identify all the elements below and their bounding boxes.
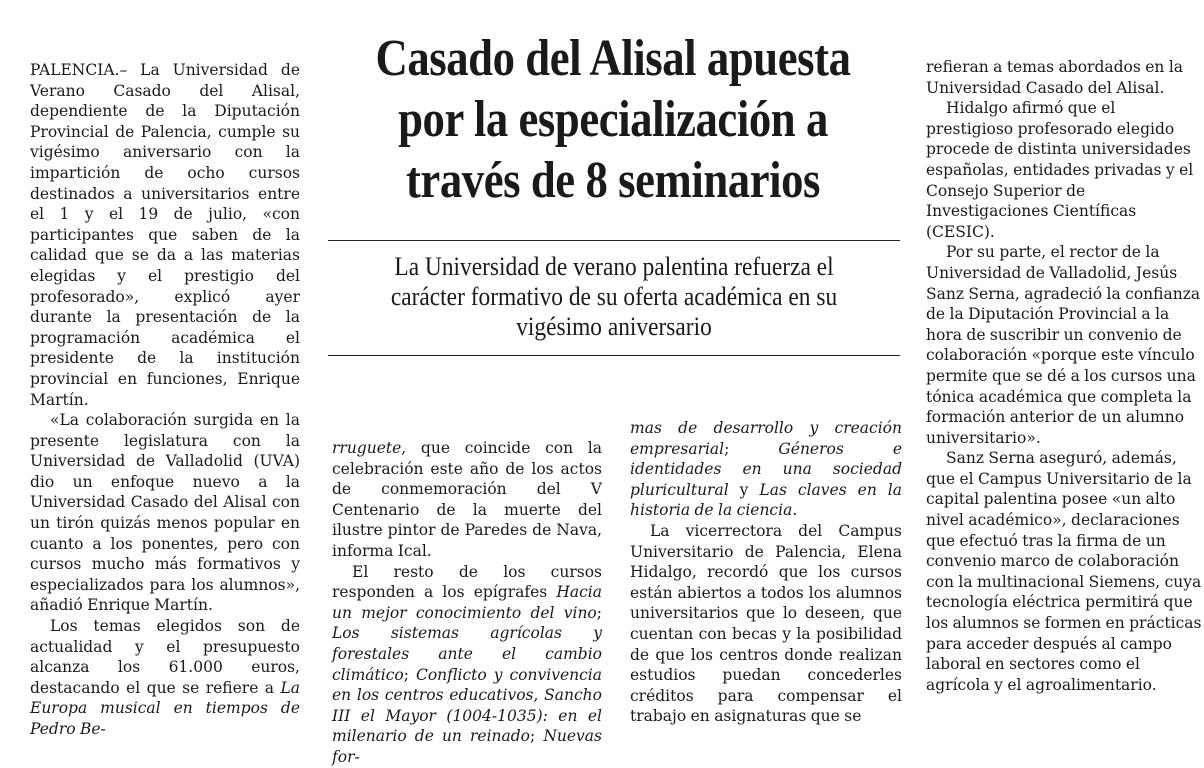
col2-italic-2c: Conflicto y convivencia en los centros educativos: [332, 665, 602, 705]
col3-paragraph-1: [630, 418, 902, 521]
col2-italic-1: rruguete: [332, 439, 402, 457]
article-column-1: [30, 60, 300, 740]
col1-paragraph-2: «La colaboración surgida en la presente legislatura con la Universidad de Valladolid (UVA) dio un enfoque nuevo a la Universidad Casado del Alisal con un tirón quizás menos popular en cuanto a los ponentes, pero con cursos mucho más formativos y especializados para los alumnos», añadió Enrique Martín.: [30, 411, 300, 615]
headline: Casado del Alisal apuesta por la especialización a través de 8 seminarios: [375, 30, 851, 209]
subhead-top-rule: [328, 240, 900, 241]
col4-paragraph-2: Hidalgo afirmó que el prestigioso profesorado elegido procede de distinta universidades españolas, entidades privadas y el Consejo Superior de Investigaciones Científicas (CESIC).: [926, 99, 1194, 241]
col3-italic-1b: Géneros e identidades en una sociedad pluricultural: [630, 439, 902, 499]
col2-italic-2d: Sancho III el Mayor (1004-1035): en el milenario de un reinado: [332, 686, 602, 746]
col3-italic-1a: mas de desarrollo y creación empresarial: [630, 419, 902, 458]
col3-paragraph-2: La vicerrectora del Campus Universitario de Palencia, Elena Hidalgo, recordó que los cursos están abiertos a todos los alumnos universitarios que lo deseen, que cuentan con becas y la posibilidad de que los centros donde realizan estudios puedan concederles créditos para compensar el trabajo en asignaturas que se: [630, 521, 902, 726]
col2-paragraph-2: [332, 562, 602, 768]
col1-paragraph-1: [30, 60, 300, 410]
col4-paragraph-4: Sanz Serna aseguró, además, que el Campus Universitario de la capital palentina posee «un alto nivel académico», declaraciones que efectuó tras la firma de un convenio marco de colaboración con la multinacional Siemens, cuya tecnología eléctrica permitirá que los alumnos se formen en prácticas para acceder después al campo laboral en sectores como el agrícola y el agroalimentario.: [926, 449, 1202, 694]
article-column-3: [630, 418, 902, 727]
col1-paragraph-3-italic: La Europa musical en tiempos de Pedro Be-: [30, 678, 300, 738]
col2-text-2b: ;: [596, 603, 602, 622]
col4-paragraph-1: refieran a temas abordados en la Universidad Casado del Alisal.: [926, 58, 1184, 97]
col1-paragraph-3: [30, 616, 300, 740]
article-column-4: [926, 57, 1204, 695]
col3-text-1c: .: [792, 501, 798, 520]
col2-italic-2e: Nuevas for-: [332, 727, 602, 766]
col4-paragraph-3: Por su parte, el rector de la Universidad de Valladolid, Jesús Sanz Serna, agradeció la confianza de la Diputación Provincial a la hora de suscribir un convenio de colaboración «porque este vínculo permite que se dé a los cursos una tónica académica que completa la formación anterior de un alumno universitario».: [926, 243, 1201, 447]
col2-text-2c: ;: [403, 665, 416, 684]
dateline: PALENCIA.–: [30, 61, 128, 79]
col2-text-2e: ;: [530, 727, 544, 746]
col1-paragraph-3-text: Los temas elegidos son de actualidad y el presupuesto alcanza los 61.000 euros, destacando el que se refiere a: [30, 617, 300, 697]
subhead-bottom-rule: [328, 355, 900, 356]
col2-text-2d: ,: [533, 686, 545, 705]
article-column-2: [332, 438, 602, 768]
col2-text-1: , que coincide con la celebración este año de los actos de conmemoración del V Centenario de la muerte del ilustre pintor de Paredes de Nava, informa Ical.: [332, 439, 602, 560]
col3-italic-1c: Las claves en la historia de la ciencia: [630, 480, 902, 520]
col2-italic-2a: Hacia un mejor conocimiento del vino: [332, 583, 602, 622]
col2-italic-2b: Los sistemas agrícolas y forestales ante el cambio climático: [332, 624, 602, 684]
col3-text-1a: ;: [724, 439, 779, 458]
subheadline: La Universidad de verano palentina refuerza el carácter formativo de su oferta académica en su vigésimo aniversario: [390, 252, 838, 341]
col2-paragraph-1: [332, 438, 602, 562]
col1-paragraph-1-text: La Universidad de Verano Casado del Alisal, dependiente de la Diputación Provincial de Palencia, cumple su vigésimo aniversario con la impartición de ocho cursos destinados a universitarios entre el 1 y el 19 de julio, «con participantes que saben de la calidad que se da a las materias elegidas y el prestigio del profesorado», explicó ayer durante la presentación de la programación académica el presidente de la institución provincial en funciones, Enrique Martín.: [30, 61, 300, 409]
col3-text-1b: y: [728, 480, 760, 499]
col2-text-2a: El resto de los cursos responden a los epígrafes: [332, 562, 602, 602]
